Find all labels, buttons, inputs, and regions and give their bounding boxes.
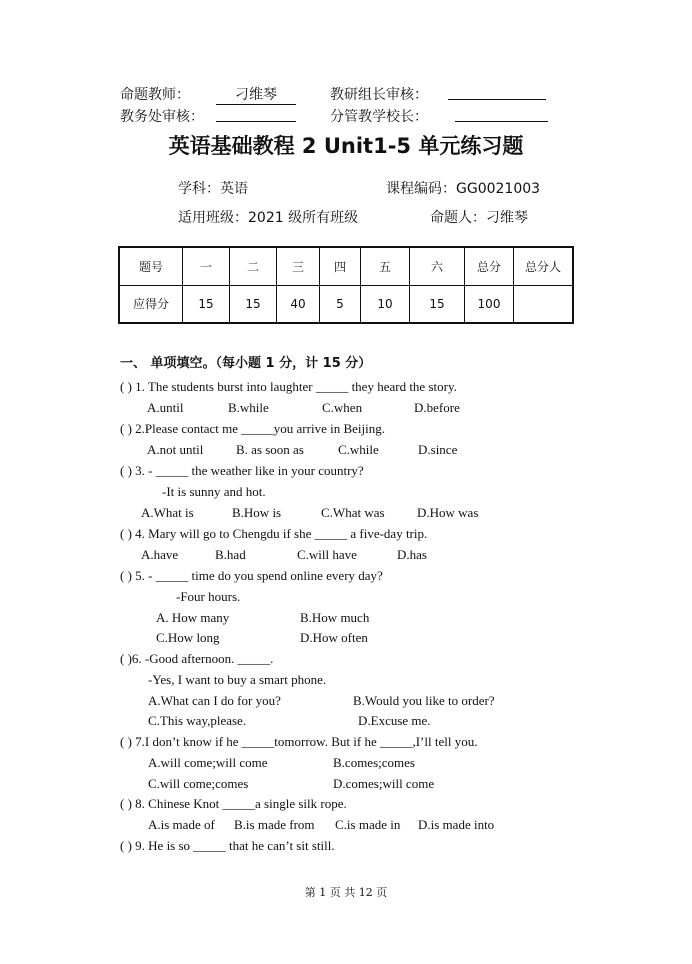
table-cell: 40 (277, 285, 320, 323)
page-title: 英语基础教程 2 Unit1-5 单元练习题 (168, 134, 524, 158)
question-6: ( )6. -Good afternoon. _____. (120, 651, 274, 666)
table-cell: 三 (277, 247, 320, 285)
option: B.How is (232, 505, 282, 520)
option: A.have (141, 547, 179, 562)
option: A. How many (156, 610, 230, 625)
option: D.Excuse me. (358, 713, 431, 728)
option: B.Would you like to order? (353, 693, 495, 708)
option: A.is made of (148, 817, 215, 832)
question-5: ( ) 5. - _____ time do you spend online every day? (120, 568, 383, 583)
table-cell: 15 (410, 285, 465, 323)
option: D.How was (417, 505, 479, 520)
option: C.How long (156, 630, 220, 645)
option: C.is made in (335, 817, 401, 832)
option: A.What can I do for you? (148, 693, 281, 708)
table-cell: 15 (230, 285, 277, 323)
table-cell: 总分 (465, 247, 514, 285)
subject-info: 学科：英语 (178, 181, 248, 197)
option: C.when (322, 400, 363, 415)
score-table (118, 246, 574, 324)
classes-info: 适用班级：2021 级所有班级 (178, 210, 359, 226)
research-head-blank (448, 99, 546, 100)
option: C.will come;comes (148, 776, 249, 791)
option: B.is made from (234, 817, 315, 832)
question-1: ( ) 1. The students burst into laughter _____ they heard the story. (120, 379, 457, 394)
table-cell: 一 (183, 247, 230, 285)
table-cell: 四 (320, 247, 361, 285)
table-cell: 应得分 (119, 285, 183, 323)
option: A.What is (141, 505, 194, 520)
research-head-label: 教研组长审核： (330, 87, 428, 103)
option: C.while (338, 442, 379, 457)
option: B.How much (300, 610, 370, 625)
question-8: ( ) 8. Chinese Knot _____a single silk rope. (120, 796, 347, 811)
option: B.while (228, 400, 269, 415)
table-cell: 5 (320, 285, 361, 323)
option: B.comes;comes (333, 755, 415, 770)
question-3: ( ) 3. - _____ the weather like in your country? (120, 463, 364, 478)
table-cell: 五 (361, 247, 410, 285)
vice-principal-label: 分管教学校长： (330, 109, 428, 125)
teacher-label: 命题教师： (120, 87, 190, 103)
section-heading: 一、 单项填空。（每小题 1 分，计 15 分） (120, 356, 372, 371)
option: C.This way,please. (148, 713, 247, 728)
course-code-info: 课程编码：GG0021003 (386, 181, 541, 197)
option: D.is made into (418, 817, 495, 832)
author-info: 命题人：刁维琴 (430, 210, 528, 226)
option: D.since (418, 442, 458, 457)
response-line: -Four hours. (176, 589, 241, 604)
table-cell: 题号 (119, 247, 183, 285)
question-2: ( ) 2.Please contact me _____you arrive in Beijing. (120, 421, 385, 436)
table-cell: 15 (183, 285, 230, 323)
option: A.will come;will come (148, 755, 268, 770)
academic-affairs-label: 教务处审核： (120, 109, 204, 125)
response-line: -Yes, I want to buy a smart phone. (148, 672, 327, 687)
option: D.has (397, 547, 427, 562)
table-cell: 二 (230, 247, 277, 285)
option: D.before (414, 400, 460, 415)
option: B.had (215, 547, 246, 562)
response-line: -It is sunny and hot. (162, 484, 266, 499)
table-cell: 100 (465, 285, 514, 323)
question-9: ( ) 9. He is so _____ that he can’t sit still. (120, 838, 335, 853)
option: A.not until (147, 442, 204, 457)
question-7: ( ) 7.I don’t know if he _____tomorrow. But if he _____,I’ll tell you. (120, 734, 478, 749)
table-cell: 总分人 (514, 247, 574, 285)
page-footer: 第 1 页 共 12 页 (304, 886, 388, 899)
option: B. as soon as (236, 442, 304, 457)
teacher-name: 刁维琴 (216, 84, 296, 105)
table-cell: 六 (410, 247, 465, 285)
vice-principal-blank (455, 121, 548, 122)
option: D.How often (300, 630, 368, 645)
table-cell: 10 (361, 285, 410, 323)
question-4: ( ) 4. Mary will go to Chengdu if she _____ a five-day trip. (120, 526, 428, 541)
option: A.until (147, 400, 184, 415)
option: C.will have (297, 547, 357, 562)
option: D.comes;will come (333, 776, 435, 791)
academic-affairs-blank (216, 121, 296, 122)
table-cell (514, 285, 574, 323)
option: C.What was (321, 505, 385, 520)
